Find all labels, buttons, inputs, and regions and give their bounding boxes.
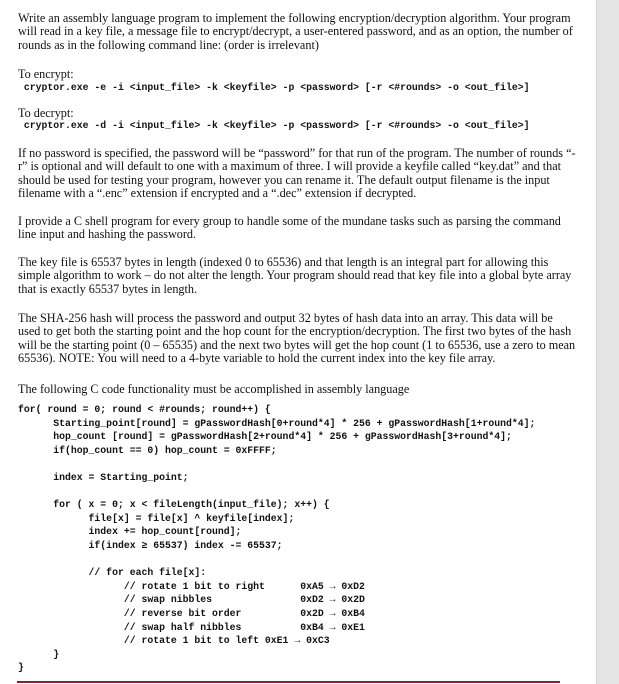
code-line: // reverse bit order 0x2D → 0xB4 [18,607,365,619]
shell-paragraph: I provide a C shell program for every group to handle some of the mundane tasks such as parsing the command line input and hashing the password. [18,214,561,242]
code-line [18,485,535,499]
password-paragraph: If no password is specified, the password will be “password” for that run of the program. The number of rounds “-r” is optional and will default to one with a maximum of three. I will provide a keyfile called “key.dat” and that should be used for testing your program, however you can rename it. The default output filename is the input filename with a “.enc” extension if encrypted and a “.dec” extension if decrypted. [18,146,576,200]
encrypt-label: To encrypt: [18,67,74,81]
footer-rule [17,681,560,683]
code-line: if(index ≥ 65537) index -= 65537; [18,539,283,551]
code-line: } [18,662,24,674]
code-line: if(hop_count == 0) hop_count = 0xFFFF; [18,444,277,456]
intro-paragraph: Write an assembly language program to implement the following encryption/decryption algorithm. Your program will read in a key file, a message file to encrypt/decrypt, a user-entered password, and as an option, the number of rounds as in the following command line: (order is irrelevant) [18,11,573,52]
code-line: index += hop_count[round]; [18,526,242,538]
code-line: // rotate 1 bit to left 0xE1 → 0xC3 [18,635,330,647]
code-line [18,553,535,567]
encrypt-command: cryptor.exe -e -i <input_file> -k <keyfile> -p <password> [-r <#rounds> -o <out_file>] [18,82,530,93]
keyfile-paragraph: The key file is 65537 bytes in length (indexed 0 to 65536) and that length is an integral part for allowing this simple algorithm to work – do not alter the length. Your program should read that key file into a global byte array that is exactly 65537 bytes in length. [18,255,572,296]
code-line: } [18,648,60,660]
code-line: Starting_point[round] = gPasswordHash[0+round*4] * 256 + gPasswordHash[1+round*4]; [18,417,536,429]
code-line: // for each file[x]: [18,567,207,579]
viewer-side-panel [596,0,619,684]
code-block [18,403,535,675]
code-line: for( round = 0; round < #rounds; round++) { [18,404,271,415]
code-line: file[x] = file[x] ^ keyfile[index]; [18,512,295,524]
code-line: for ( x = 0; x < fileLength(input_file); x++) { [18,499,330,511]
sha-paragraph: The SHA-256 hash will process the password and output 32 bytes of hash data into an array. This data will be used to get both the starting point and the hop count for the encryption/decryption. The first two bytes of the hash will be the starting point (0 – 65535) and the next two bytes will get the hop count (1 to 65536, use a zero to mean 65536). NOTE: You will need to a 4-byte variable to hold the current index into the key file array. [18,311,576,365]
following-paragraph: The following C code functionality must be accomplished in assembly language [18,382,410,396]
code-line: // swap half nibbles 0xB4 → 0xE1 [18,621,365,633]
decrypt-label: To decrypt: [18,106,74,120]
code-line: index = Starting_point; [18,471,189,483]
decrypt-command: cryptor.exe -d -i <input_file> -k <keyfile> -p <password> [-r <#rounds> -o <out_file>] [18,120,530,131]
code-line: // swap nibbles 0xD2 → 0x2D [18,594,365,606]
code-line: hop_count [round] = gPasswordHash[2+round*4] * 256 + gPasswordHash[3+round*4]; [18,431,512,443]
code-line [18,457,535,471]
code-line: // rotate 1 bit to right 0xA5 → 0xD2 [18,580,365,592]
